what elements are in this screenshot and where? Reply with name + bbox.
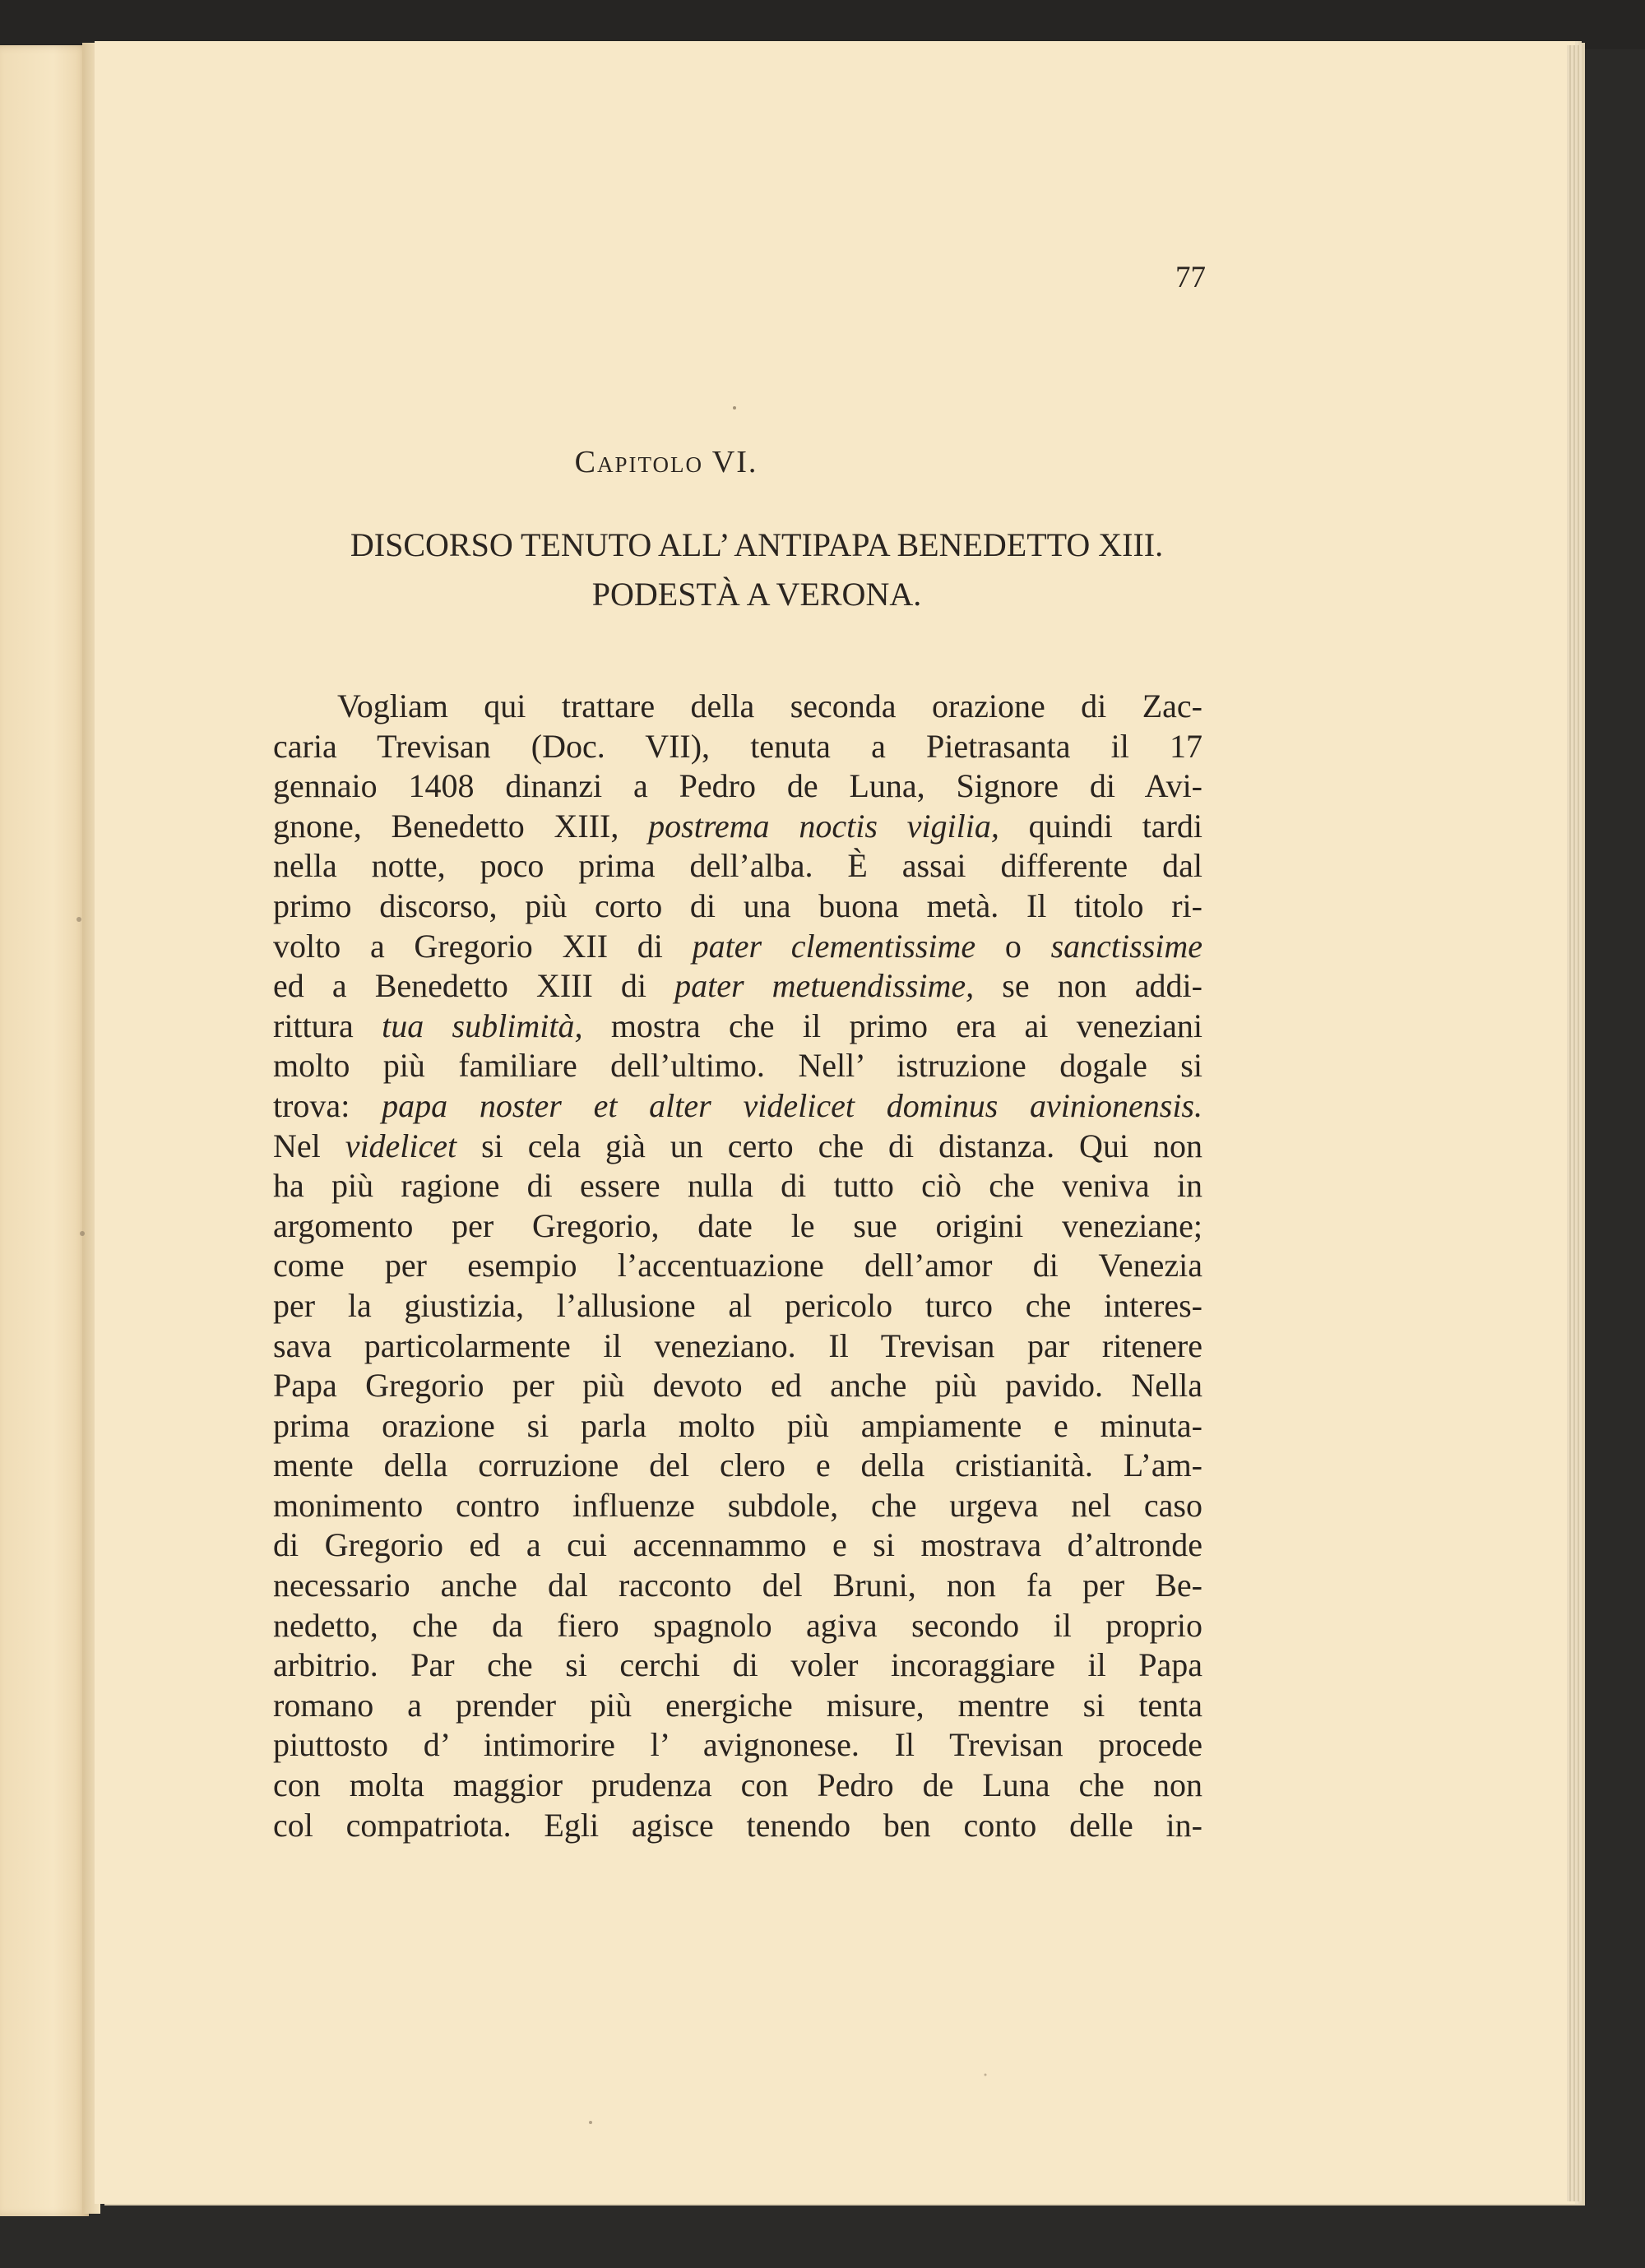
text-run: argomento per Gregorio, date le sue origini veneziane; bbox=[273, 1206, 1202, 1244]
text-line bbox=[273, 1446, 1202, 1486]
text-run: ha più ragione di essere nulla di tutto ciò che veniva in bbox=[273, 1167, 1202, 1205]
text-run: col compatriota. Egli agisce tenendo ben conto delle in- bbox=[273, 1806, 1202, 1844]
text-line bbox=[273, 727, 1202, 767]
chapter-title bbox=[267, 521, 1246, 619]
text-run: gnone, Benedetto XIII, bbox=[273, 807, 649, 845]
text-run: gennaio 1408 dinanzi a Pedro de Luna, Signore di Avi- bbox=[273, 767, 1202, 805]
text-run: ed a Benedetto XIII di bbox=[273, 967, 675, 1005]
chapter-label: Capitolo VI. bbox=[574, 445, 758, 479]
text-run: o bbox=[975, 927, 1051, 965]
text-run: mostra che il primo era ai veneziani bbox=[582, 1007, 1202, 1044]
body-paragraph bbox=[273, 687, 1202, 1845]
text-run: nella notte, poco prima dell’alba. È assai differente dal bbox=[273, 847, 1202, 885]
text-line bbox=[273, 1206, 1202, 1247]
italic-phrase: pater clementissime bbox=[692, 927, 976, 965]
text-line bbox=[273, 1166, 1202, 1206]
text-run: primo discorso, più corto di una buona metà. Il titolo ri- bbox=[273, 886, 1202, 924]
text-run: con molta maggior prudenza con Pedro de Luna che non bbox=[273, 1766, 1202, 1804]
text-run: Papa Gregorio per più devoto ed anche più pavido. Nella bbox=[273, 1367, 1202, 1405]
text-run: prima orazione si parla molto più ampiamente e minuta- bbox=[273, 1406, 1202, 1444]
text-line bbox=[273, 766, 1202, 807]
text-run: trova: bbox=[273, 1086, 382, 1124]
text-run: si cela già un certo che di distanza. Qui non bbox=[456, 1127, 1202, 1164]
text-run: caria Trevisan (Doc. VII), tenuta a Pietrasanta il 17 bbox=[273, 727, 1202, 765]
facing-page-edge bbox=[0, 45, 89, 2216]
text-run: rittura bbox=[273, 1007, 382, 1044]
text-line bbox=[273, 1127, 1202, 1167]
text-run: di Gregorio ed a cui accennammo e si mostrava d’altronde bbox=[273, 1526, 1202, 1564]
text-line bbox=[273, 1286, 1202, 1326]
text-run: Vogliam qui trattare della seconda orazione di Zac- bbox=[337, 687, 1202, 724]
text-line bbox=[273, 1566, 1202, 1606]
text-run: se non addi- bbox=[974, 967, 1202, 1005]
text-line bbox=[273, 1326, 1202, 1367]
text-run: volto a Gregorio XII di bbox=[273, 927, 693, 965]
text-line bbox=[273, 1086, 1202, 1127]
italic-phrase: pater metuendissime, bbox=[674, 967, 975, 1005]
page-number: 77 bbox=[1175, 261, 1206, 294]
page-stack-edge bbox=[1567, 45, 1582, 2201]
chapter-title-line: DISCORSO TENUTO ALL’ ANTIPAPA BENEDETTO XIII. bbox=[350, 526, 1164, 563]
text-run: come per esempio l’accentuazione dell’amor di Venezia bbox=[273, 1247, 1202, 1284]
text-line bbox=[273, 927, 1202, 967]
text-line bbox=[273, 1725, 1202, 1766]
italic-phrase: papa noster et alter videlicet dominus avinionensis. bbox=[382, 1086, 1202, 1124]
text-line bbox=[273, 1246, 1202, 1286]
text-run: molto più familiare dell’ultimo. Nell’ istruzione dogale si bbox=[273, 1047, 1202, 1085]
text-line bbox=[273, 1606, 1202, 1646]
text-line bbox=[273, 1645, 1202, 1686]
italic-phrase: tua sublimità, bbox=[382, 1007, 583, 1044]
italic-phrase: videlicet bbox=[345, 1127, 457, 1164]
italic-phrase: postrema noctis vigilia, bbox=[648, 807, 999, 845]
text-line bbox=[273, 807, 1202, 847]
text-line bbox=[273, 966, 1202, 1007]
text-line bbox=[273, 1406, 1202, 1446]
chapter-title-line: PODESTÀ A VERONA. bbox=[591, 576, 922, 613]
text-line bbox=[273, 1046, 1202, 1086]
text-line bbox=[273, 1366, 1202, 1406]
text-run: Nel bbox=[273, 1127, 345, 1164]
text-line bbox=[273, 1007, 1202, 1047]
text-run: piuttosto d’ intimorire l’ avignonese. Il Trevisan procede bbox=[273, 1726, 1202, 1764]
text-run: nedetto, che da fiero spagnolo agiva secondo il proprio bbox=[273, 1606, 1202, 1644]
text-run: romano a prender più energiche misure, mentre si tenta bbox=[273, 1686, 1202, 1724]
text-run: per la giustizia, l’allusione al pericolo turco che interes- bbox=[273, 1286, 1202, 1324]
text-line bbox=[273, 1806, 1202, 1846]
text-line bbox=[273, 687, 1202, 727]
text-run: mente della corruzione del clero e della cristianità. L’am- bbox=[273, 1446, 1202, 1484]
text-run: arbitrio. Par che si cerchi di voler incoraggiare il Papa bbox=[273, 1646, 1202, 1684]
text-line bbox=[273, 846, 1202, 886]
text-line bbox=[273, 886, 1202, 927]
text-run: monimento contro influenze subdole, che urgeva nel caso bbox=[273, 1486, 1202, 1524]
text-line bbox=[273, 1486, 1202, 1526]
text-line bbox=[273, 1766, 1202, 1806]
text-run: sava particolarmente il veneziano. Il Trevisan par ritenere bbox=[273, 1326, 1202, 1364]
text-run: necessario anche dal racconto del Bruni, non fa per Be- bbox=[273, 1567, 1202, 1604]
text-line bbox=[273, 1525, 1202, 1566]
text-line bbox=[273, 1686, 1202, 1726]
italic-phrase: sanctissime bbox=[1050, 927, 1203, 965]
text-run: quindi tardi bbox=[999, 807, 1202, 845]
